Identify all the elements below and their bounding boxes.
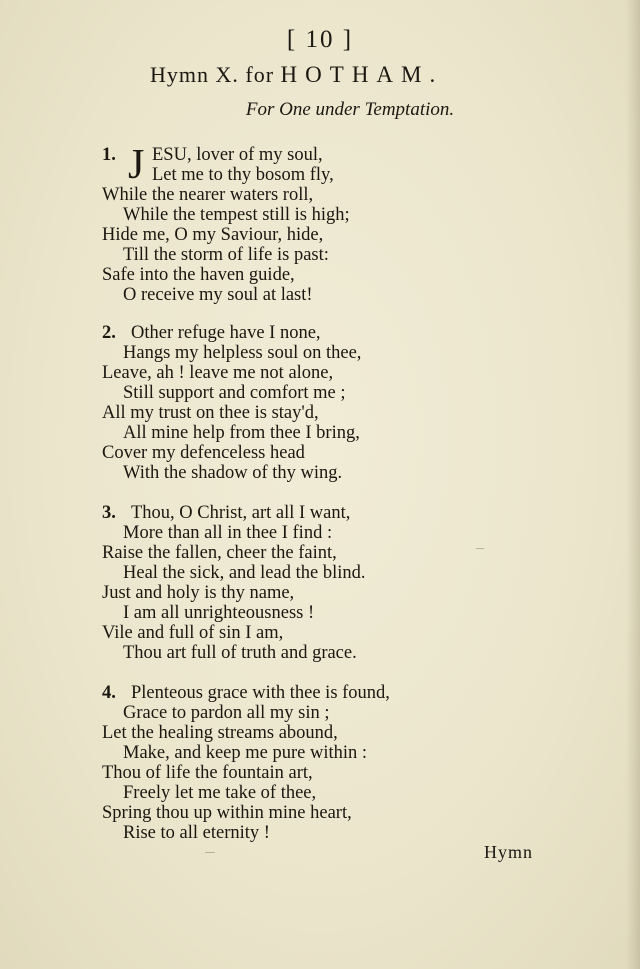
verse-line: Just and holy is thy name, [102,583,295,603]
stanza-number: 3. [102,503,116,523]
verse-line: All my trust on thee is stay'd, [102,403,319,423]
verse-line: With the shadow of thy wing. [123,463,343,483]
stanza-number: 4. [102,683,116,703]
drop-cap: J [128,142,145,188]
verse-line: More than all in thee I find : [123,523,333,543]
hymn-tune-name: HOTHAM. [280,62,444,87]
verse-line: Cover my defenceless head [102,443,305,463]
page-edge-shadow [626,0,640,969]
verse-line: All mine help from thee I bring, [123,423,360,443]
verse-line: Raise the fallen, cheer the faint, [102,543,337,563]
verse-line: Spring thou up within mine heart, [102,803,352,823]
verse-line: Hangs my helpless soul on thee, [123,343,362,363]
verse-line: Freely let me take of thee, [123,783,317,803]
verse-line: Till the storm of life is past: [123,245,329,265]
verse-line: ESU, lover of my soul, [152,145,323,165]
catchword: Hymn [484,842,533,862]
verse-line: Plenteous grace with thee is found, [131,683,390,703]
verse-line: Heal the sick, and lead the blind. [123,563,366,583]
verse-line: Safe into the haven guide, [102,265,295,285]
ink-mark [205,852,215,853]
verse-line: Vile and full of sin I am, [102,623,284,643]
verse-line: Thou, O Christ, art all I want, [131,503,351,523]
verse-line: Let the healing streams abound, [102,723,338,743]
hymn-title [150,62,530,88]
verse-line: Grace to pardon all my sin ; [123,703,330,723]
verse-line: Leave, ah ! leave me not alone, [102,363,334,383]
verse-line: I am all unrighteousness ! [123,603,315,623]
verse-line: Thou art full of truth and grace. [123,643,357,663]
verse-line: While the nearer waters roll, [102,185,314,205]
stanza-number: 2. [102,323,116,343]
verse-line: Let me to thy bosom fly, [152,165,334,185]
verse-line: Hide me, O my Saviour, hide, [102,225,324,245]
page-number: [ 10 ] [286,26,354,53]
verse-line: Thou of life the fountain art, [102,763,313,783]
verse-line: Still support and comfort me ; [123,383,346,403]
verse-line: Rise to all eternity ! [123,823,270,843]
stanza-number: 1. [102,145,116,165]
ink-mark [476,548,484,549]
verse-line: While the tempest still is high; [123,205,350,225]
verse-line: O receive my soul at last! [123,285,313,305]
hymn-subtitle: For One under Temptation. [245,99,455,120]
hymn-title-prefix: Hymn X. for [150,62,275,87]
verse-line: Other refuge have I none, [131,323,321,343]
verse-line: Make, and keep me pure within : [123,743,368,763]
